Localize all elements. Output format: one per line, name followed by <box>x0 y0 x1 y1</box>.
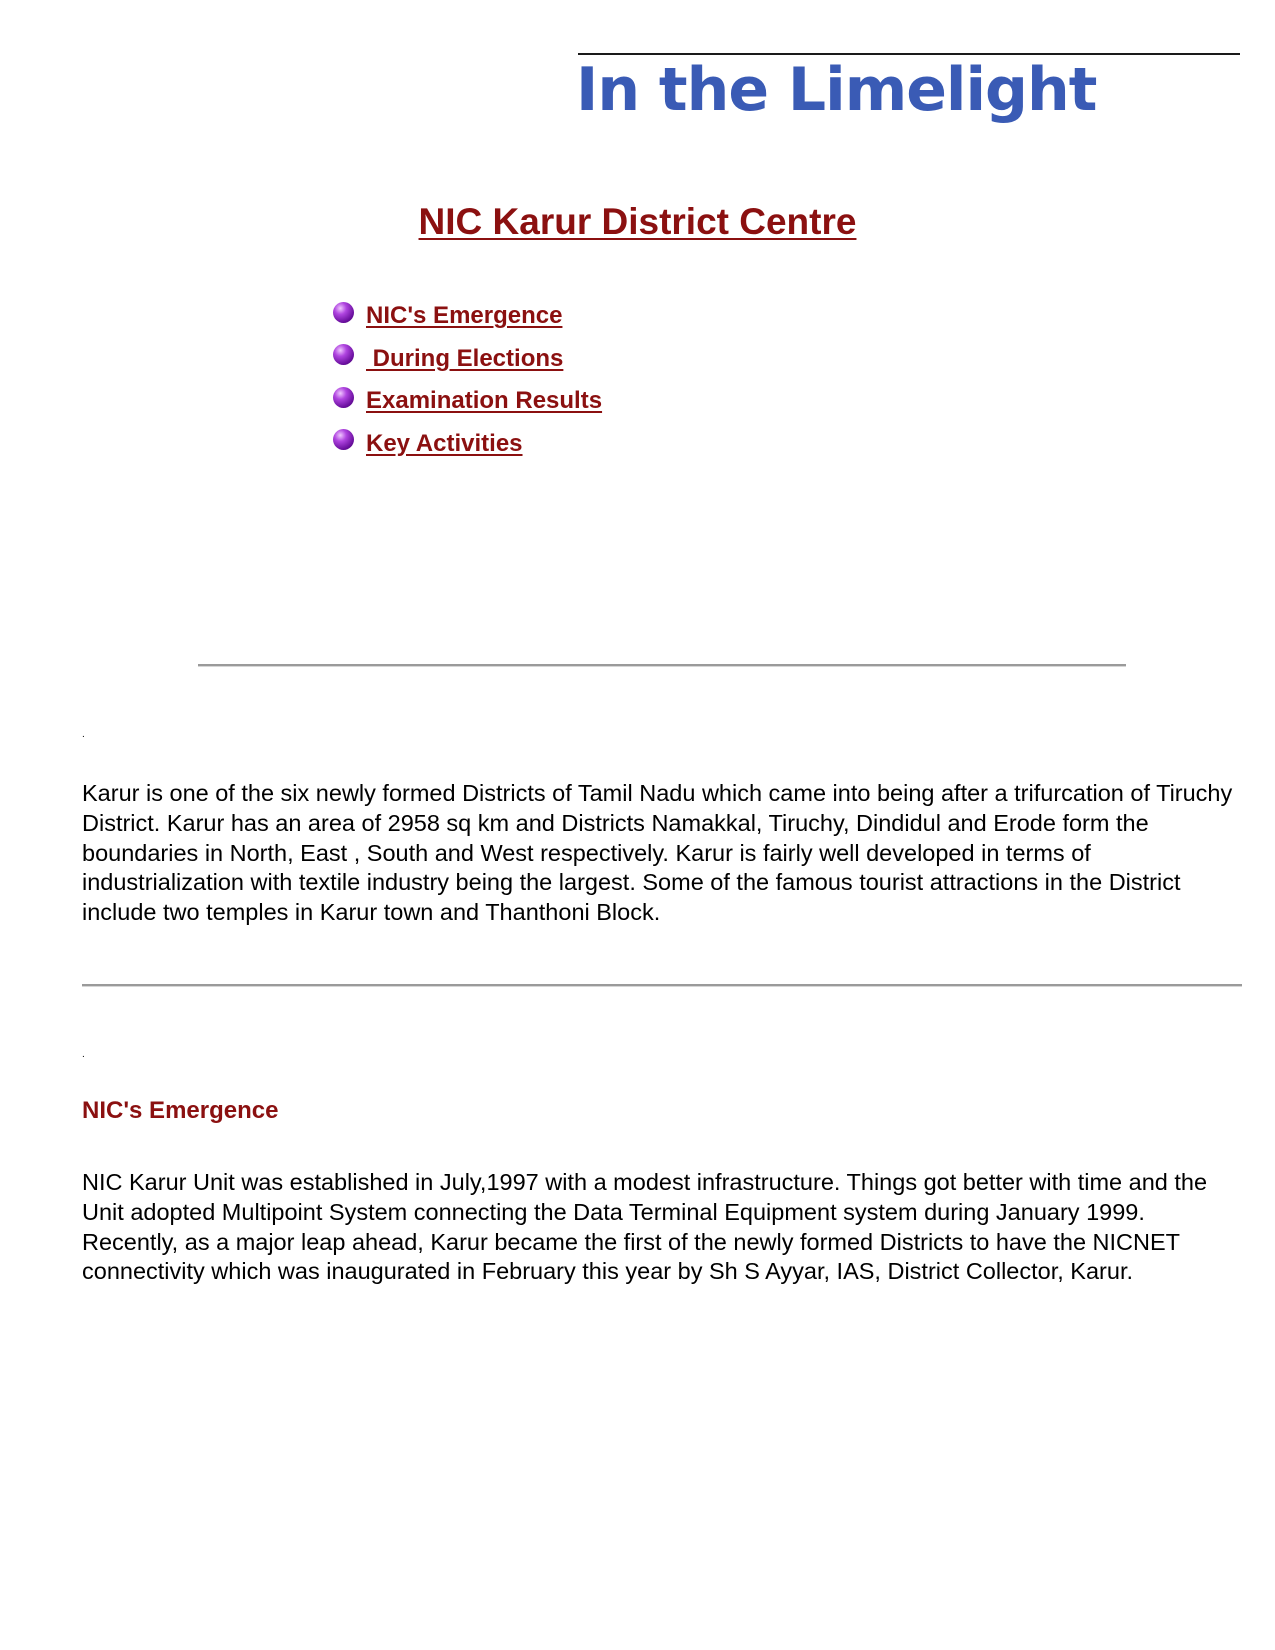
section-heading-emergence: NIC's Emergence <box>82 1097 279 1124</box>
nav-link-emergence[interactable]: NIC's Emergence <box>366 302 563 330</box>
nav-item-elections <box>333 338 602 381</box>
divider-middle <box>82 984 1242 987</box>
intro-paragraph: Karur is one of the six newly formed Districts of Tamil Nadu which came into being after a trifurcation of Tiruchy District. Karur has an area of 2958 sq km and Districts Namakkal, Tiruchy, Dindidul and Erode form the boundaries in North, East , South and West respectively. Karur is fairly well developed in terms of industrialization with textile industry being the largest. Some of the famous tourist attractions in the District include two temples in Karur town and Thanthoni Block. <box>82 780 1233 926</box>
banner-title: In the Limelight <box>576 55 1097 125</box>
nav-item-emergence <box>333 295 602 338</box>
separator-dot: . <box>82 729 85 740</box>
purple-bullet-icon <box>333 344 354 365</box>
nav-link-key-activities[interactable]: Key Activities <box>366 429 523 457</box>
emergence-paragraph: NIC Karur Unit was established in July,1997 with a modest infrastructure. Things got better with time and the Unit adopted Multipoint System connecting the Data Terminal Equipment system during January 1999. Recently, as a major leap ahead, Karur became the first of the newly formed Districts to have the NICNET connectivity which was inaugurated in February this year by Sh S Ayyar, IAS, District Collector, Karur. <box>82 1169 1208 1285</box>
purple-bullet-icon <box>333 302 354 323</box>
separator-dot: . <box>82 1049 85 1060</box>
section-nav-list <box>333 295 602 465</box>
purple-bullet-icon <box>333 429 354 450</box>
divider-top <box>198 664 1126 667</box>
nav-item-exam-results <box>333 380 602 423</box>
nav-link-exam-results[interactable]: Examination Results <box>366 387 603 415</box>
purple-bullet-icon <box>333 387 354 408</box>
nav-link-elections[interactable]: During Elections <box>366 344 564 372</box>
nav-item-key-activities <box>333 423 602 466</box>
page-title: NIC Karur District Centre <box>418 201 857 242</box>
